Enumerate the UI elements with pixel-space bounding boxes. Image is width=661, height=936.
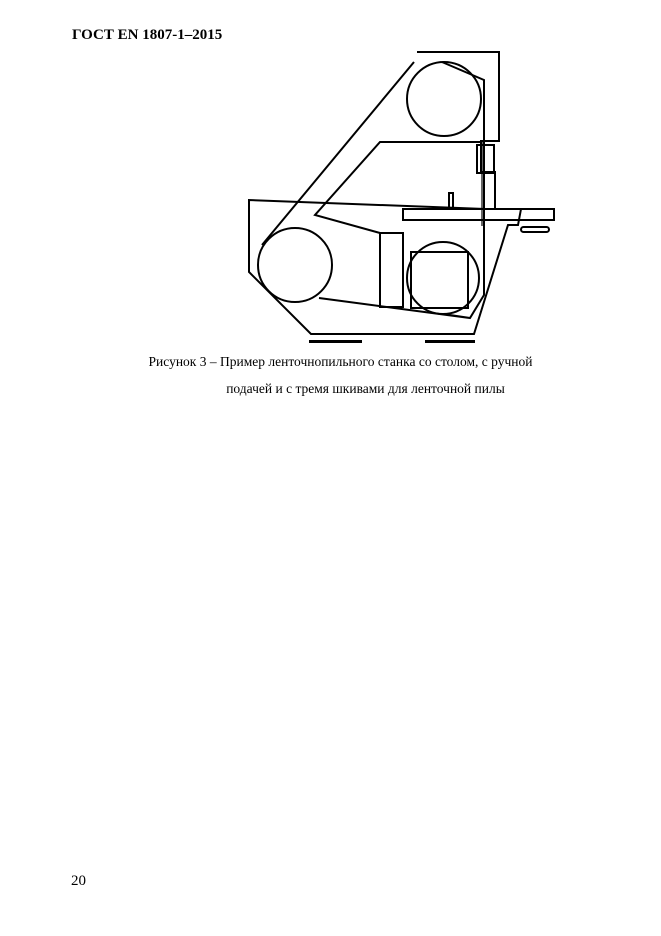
foot-right <box>425 340 475 343</box>
saw-table <box>403 209 554 220</box>
page-number: 20 <box>71 873 86 889</box>
figure-caption-line-1: Рисунок 3 – Пример ленточнопильного станка со столом, с ручной <box>148 354 533 369</box>
band-saw-diagram <box>0 0 661 360</box>
rip-fence <box>449 193 453 209</box>
foot-left <box>309 340 362 343</box>
table-lock-handle <box>521 227 549 232</box>
blade-guide <box>477 145 494 173</box>
figure-caption-line-2: подачей и с тремя шкивами для ленточной пилы <box>226 381 505 396</box>
left-pulley <box>258 228 332 302</box>
document-header: ГОСТ EN 1807-1–2015 <box>72 27 223 43</box>
lower-guard-square <box>411 252 468 308</box>
saw-band <box>262 62 484 318</box>
motor-housing <box>380 233 403 307</box>
